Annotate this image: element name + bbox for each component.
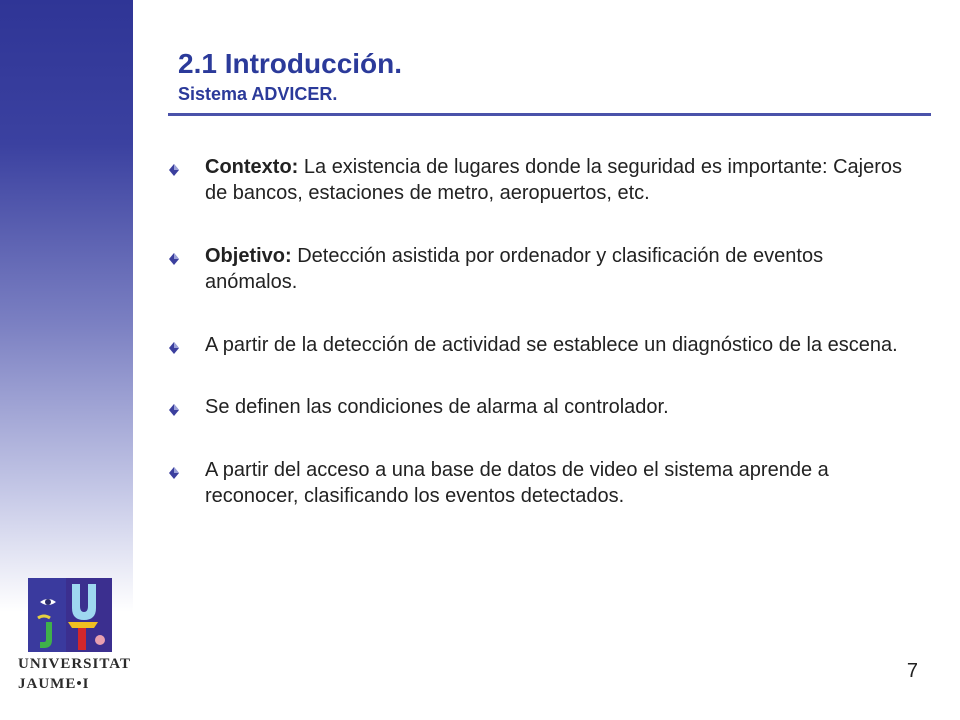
bullet-list: [168, 154, 908, 509]
bullet-text: Se definen las condiciones de alarma al controlador.: [205, 396, 669, 418]
diamond-bullet-icon: [169, 467, 179, 479]
diamond-bullet-icon: [169, 342, 179, 354]
bullet-text: A partir de la detección de actividad se establece un diagnóstico de la escena.: [205, 334, 898, 356]
bullet-item-context: [168, 154, 908, 206]
slide-subtitle: Sistema ADVICER.: [178, 84, 338, 104]
page-number: 7: [906, 660, 918, 682]
bullet-item-objective: [168, 243, 908, 295]
university-logo: [28, 578, 112, 652]
bullet-item-alarm: [168, 394, 908, 420]
diamond-bullet-icon: [169, 164, 179, 176]
bullet-lead: Objetivo:: [205, 245, 292, 267]
logo-text-line2: JAUME•I: [18, 676, 90, 692]
diamond-bullet-icon: [169, 253, 179, 265]
bullet-item-learning: [168, 457, 908, 509]
slide-title: 2.1 Introducción.: [178, 48, 403, 79]
bullet-text: La existencia de lugares donde la seguridad es importante: Cajeros de bancos, estaciones de metro, aeropuertos, etc.: [205, 156, 903, 204]
bullet-lead: Contexto:: [205, 156, 299, 178]
title-divider: [168, 113, 931, 116]
logo-text-line1: UNIVERSITAT: [18, 656, 131, 672]
bullet-text: A partir del acceso a una base de datos de video el sistema aprende a reconocer, clasificando los eventos detectados.: [205, 459, 829, 507]
bullet-item-diagnosis: [168, 332, 908, 358]
bullet-text: Detección asistida por ordenador y clasificación de eventos anómalos.: [205, 245, 824, 293]
diamond-bullet-icon: [169, 404, 179, 416]
